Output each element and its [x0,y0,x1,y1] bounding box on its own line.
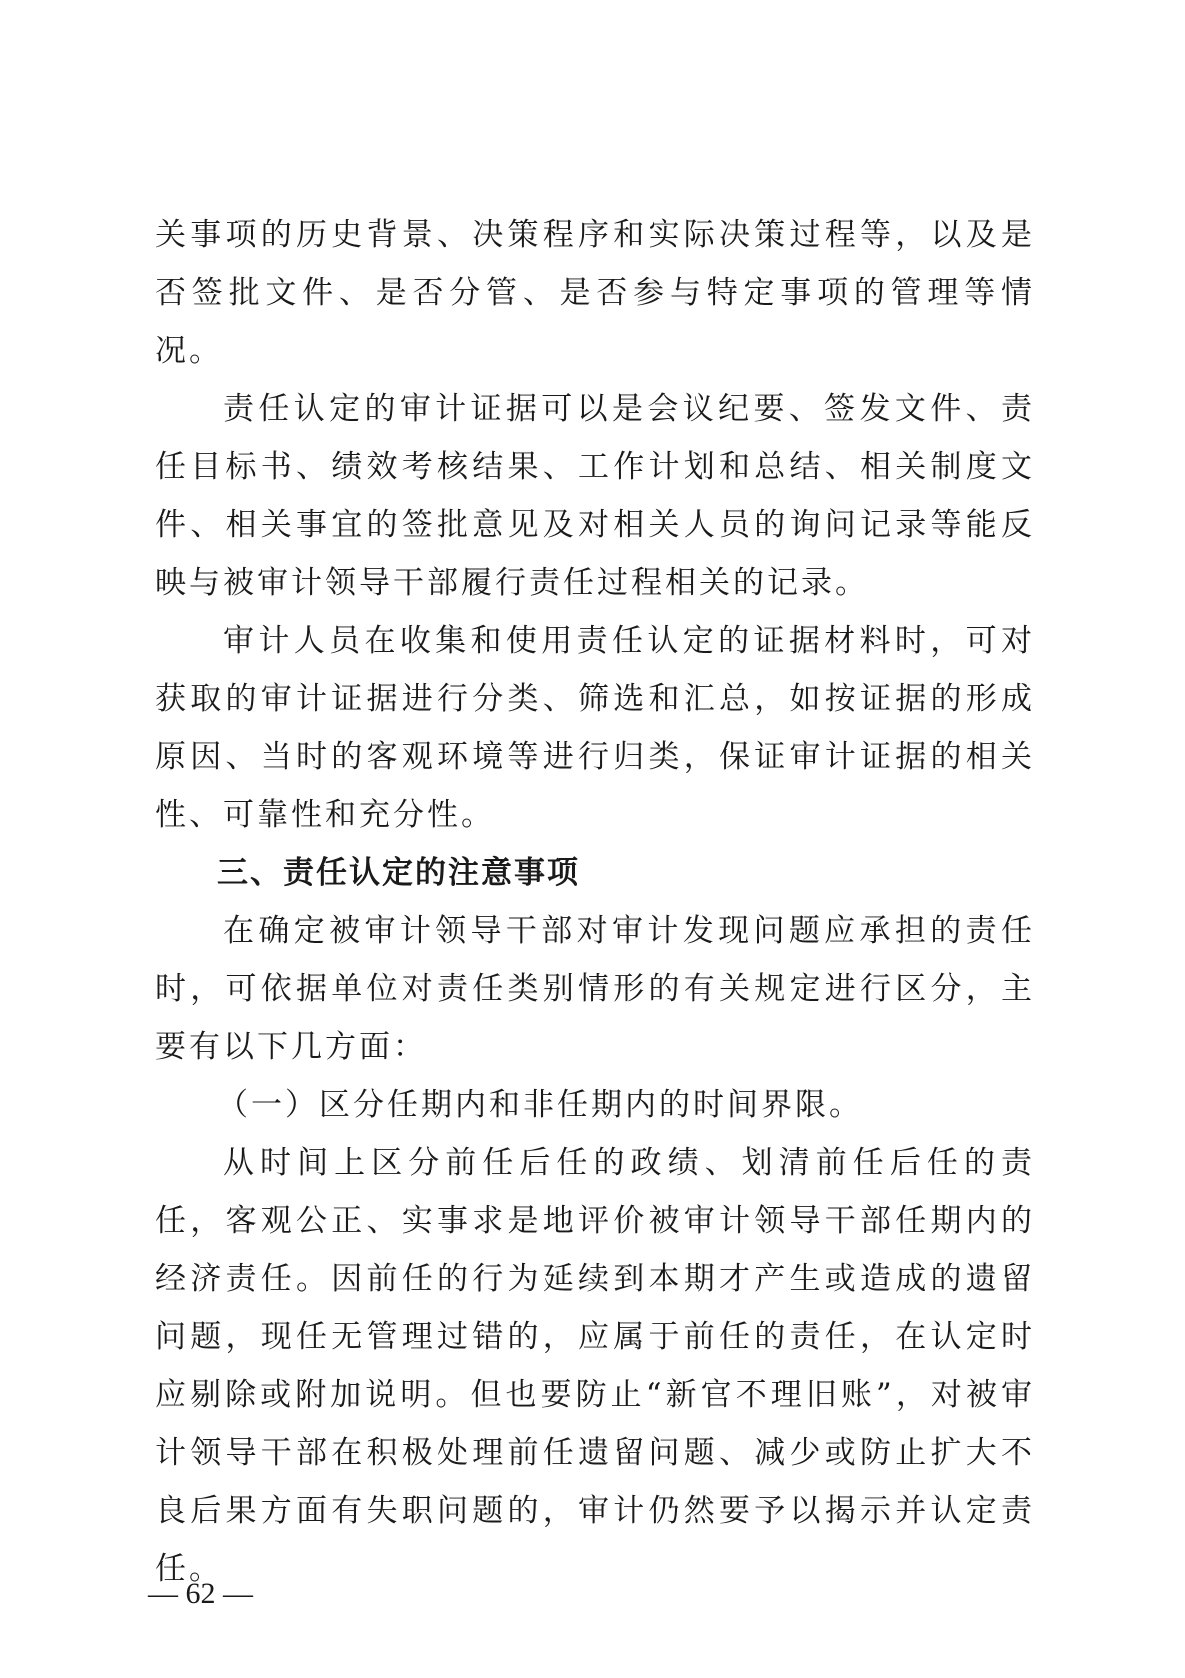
page-number: — 62 — [148,1577,253,1610]
paragraph-audit-evidence: 责任认定的审计证据可以是会议纪要、签发文件、责任目标书、绩效考核结果、工作计划和总结、相关制度文件、相关事宜的签批意见及对相关人员的询问记录等能反映与被审计领导干部履行责任过程相关的记录。 [155,391,1035,601]
subsection-heading: （一）区分任期内和非任期内的时间界限。 [217,1087,863,1123]
body-text [155,206,1035,1598]
paragraph-subsection-body: 从时间上区分前任后任的政绩、划清前任后任的责任，客观公正、实事求是地评价被审计领导干部任期内的经济责任。因前任的行为延续到本期才产生或造成的遗留问题，现任无管理过错的，应属于前任的责任，在认定时应剔除或附加说明。但也要防止“新官不理旧账”，对被审计领导干部在积极处理前任遗留问题、减少或防止扩大不良后果方面有失职问题的，审计仍然要予以揭示并认定责任。 [155,1145,1035,1587]
paragraph-continued: 关事项的历史背景、决策程序和实际决策过程等，以及是否签批文件、是否分管、是否参与特定事项的管理等情况。 [155,217,1035,369]
paragraph-evidence-collection: 审计人员在收集和使用责任认定的证据材料时，可对获取的审计证据进行分类、筛选和汇总，如按证据的形成原因、当时的客观环境等进行归类，保证审计证据的相关性、可靠性和充分性。 [155,623,1035,833]
section-heading: 三、责任认定的注意事项 [217,855,580,891]
paragraph-section-intro: 在确定被审计领导干部对审计发现问题应承担的责任时，可依据单位对责任类别情形的有关规定进行区分，主要有以下几方面： [155,913,1035,1065]
